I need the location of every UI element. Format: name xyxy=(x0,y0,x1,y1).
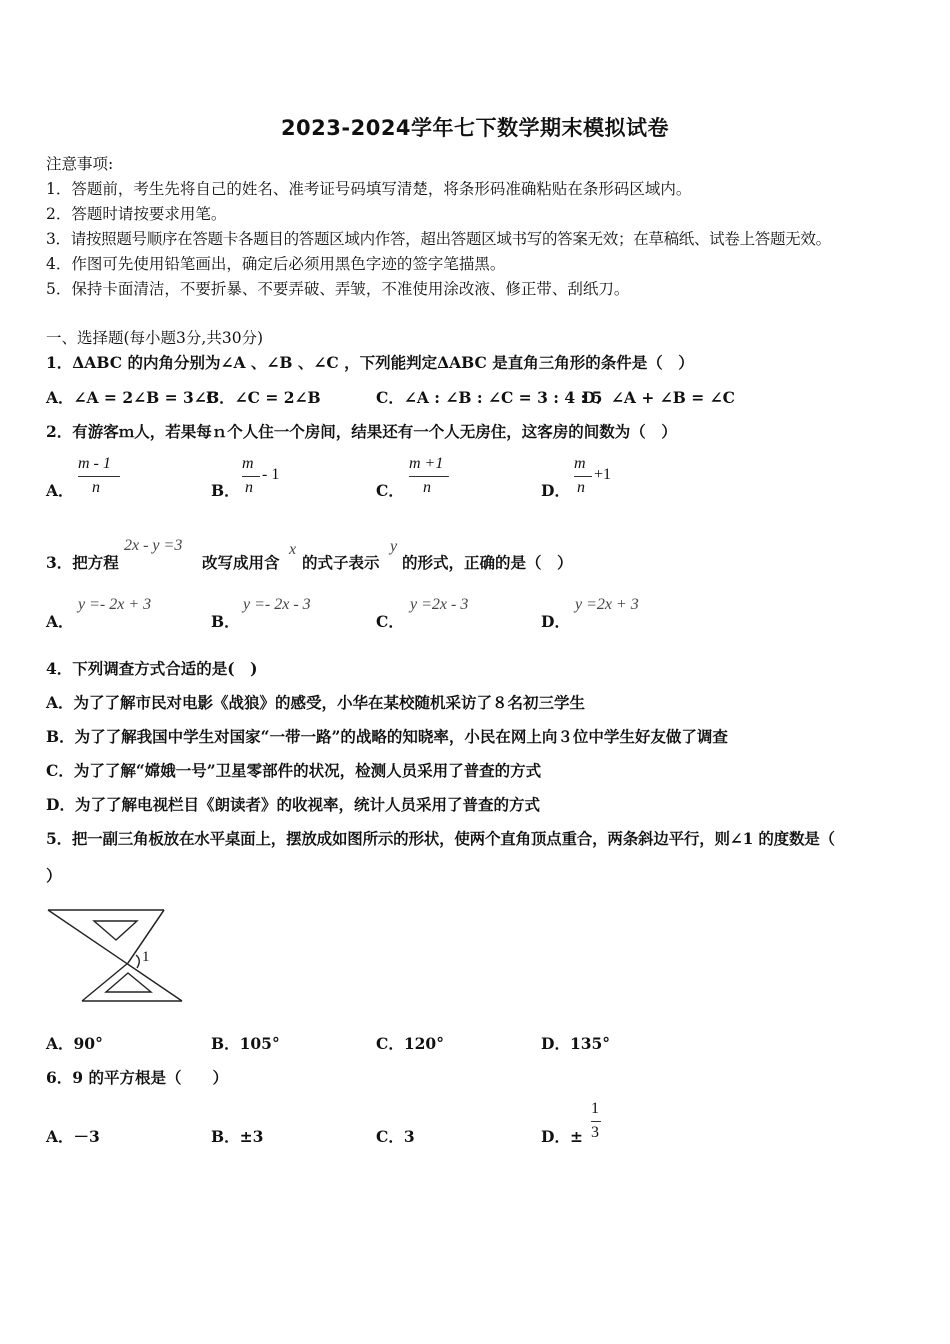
q1-option-d: D．∠A + ∠B = ∠C xyxy=(582,388,735,407)
q2-option-d-fraction xyxy=(574,455,594,499)
upper-hypotenuse-cross xyxy=(48,910,182,1001)
q6-option-b: B．±3 xyxy=(211,1127,264,1146)
angle-arc xyxy=(136,955,139,968)
notice-item-2: 2．答题时请按要求用笔。 xyxy=(46,205,227,223)
q4-option-b: B．为了了解我国中学生对国家“一带一路”的战略的知晓率，小民在网上向３位中学生好友做了调查 xyxy=(46,727,728,746)
q2-a-numerator: m - 1 xyxy=(78,455,111,472)
lower-triangle-side xyxy=(82,963,128,1001)
q5-stem-end: ） xyxy=(46,866,62,885)
q3-label-d: D． xyxy=(541,612,570,631)
q3-option-c: y =2x - 3 xyxy=(410,596,469,613)
q5-option-c: C．120° xyxy=(376,1034,444,1053)
q5-stem: 5．把一副三角板放在水平桌面上，摆放成如图所示的形状，使两个直角顶点重合，两条斜边平行，则∠1 的度数是（ xyxy=(46,829,835,848)
q3-suffix: 的形式，正确的是（ ） xyxy=(402,553,573,572)
q2-stem: 2．有游客ｍ人，若果每ｎ个人住一个房间，结果还有一个人无房住，这客房的间数为（ ） xyxy=(46,422,677,441)
q6-option-a: A．－3 xyxy=(46,1127,100,1146)
q3-mid1: 改写成用含 xyxy=(202,553,280,572)
q6-option-d-fraction xyxy=(591,1100,605,1146)
q2-option-c-fraction xyxy=(409,455,453,499)
q2-d-numerator: m xyxy=(574,455,586,472)
q3-equation: 2x - y =3 xyxy=(124,537,183,554)
q6-d-denominator: 3 xyxy=(591,1124,599,1141)
fraction-bar xyxy=(78,476,120,477)
q2-b-numerator: m xyxy=(242,455,254,472)
q3-label-b: B． xyxy=(211,612,240,631)
fraction-bar xyxy=(574,476,592,477)
q2-label-a: A． xyxy=(46,481,74,500)
notice-item-4: 4．作图可先使用铅笔画出，确定后必须用黑色字迹的签字笔描黑。 xyxy=(46,255,506,273)
q2-b-denominator: n xyxy=(245,479,253,496)
q5-option-b: B．105° xyxy=(211,1034,280,1053)
q1-option-a: A．∠A = 2∠B = 3∠C xyxy=(46,388,220,407)
q2-label-d: D． xyxy=(541,481,570,500)
page-title: 2023-2024学年七下数学期末模拟试卷 xyxy=(280,116,670,140)
q3-option-d: y =2x + 3 xyxy=(575,596,639,613)
q2-c-denominator: n xyxy=(423,479,431,496)
q3-mid2: 的式子表示 xyxy=(302,553,380,572)
q2-option-b-fraction xyxy=(242,455,262,499)
angle-1-label: 1 xyxy=(142,949,150,965)
q6-option-d-label: D．± xyxy=(541,1127,583,1146)
q1-option-c: C．∠A : ∠B : ∠C = 3 : 4 : 5 xyxy=(376,388,603,407)
notice-heading: 注意事项: xyxy=(46,155,114,173)
upper-inner-triangle xyxy=(94,921,137,940)
q4-option-d: D．为了了解电视栏目《朗读者》的收视率，统计人员采用了普查的方式 xyxy=(46,795,540,814)
q2-label-c: C． xyxy=(376,481,404,500)
q3-option-b: y =- 2x - 3 xyxy=(243,596,311,613)
fraction-bar xyxy=(591,1121,601,1122)
q3-prefix: 3．把方程 xyxy=(46,553,119,572)
q3-var-y: y xyxy=(390,538,398,555)
q2-d-tail: +1 xyxy=(594,466,612,483)
notice-item-1: 1．答题前，考生先将自己的姓名、准考证号码填写清楚，将条形码准确粘贴在条形码区域内。 xyxy=(46,180,692,198)
notice-item-5: 5．保持卡面清洁，不要折暴、不要弄破、弄皱，不准使用涂改液、修正带、刮纸刀。 xyxy=(46,280,630,298)
q5-option-d: D．135° xyxy=(541,1034,611,1053)
q5-option-a: A．90° xyxy=(46,1034,103,1053)
q2-d-denominator: n xyxy=(577,479,585,496)
q1-stem: 1．ΔABC 的内角分别为∠A 、∠B 、∠C ，下列能判定ΔABC 是直角三角形的条件是（ ） xyxy=(46,353,694,372)
q4-option-c: C．为了了解“嫦娥一号”卫星零部件的状况，检测人员采用了普查的方式 xyxy=(46,761,542,780)
q2-label-b: B． xyxy=(211,481,240,500)
q1-option-b: B．∠C = 2∠B xyxy=(206,388,321,407)
q3-var-x: x xyxy=(289,541,297,558)
q4-stem: 4．下列调查方式合适的是( ) xyxy=(46,659,258,678)
q2-a-denominator: n xyxy=(92,479,100,496)
q2-option-a-fraction xyxy=(78,455,122,499)
section-heading: 一、选择题(每小题3分,共30分) xyxy=(46,329,264,347)
fraction-bar xyxy=(242,476,260,477)
q6-d-numerator: 1 xyxy=(591,1100,599,1117)
q3-label-c: C． xyxy=(376,612,404,631)
q2-c-numerator: m +1 xyxy=(409,455,444,472)
q6-stem: 6．9 的平方根是（ ） xyxy=(46,1068,228,1087)
q6-option-c: C．3 xyxy=(376,1127,415,1146)
q3-option-a: y =- 2x + 3 xyxy=(78,596,152,613)
notice-item-3: 3．请按照题号顺序在答题卡各题目的答题区域内作答，超出答题区域书写的答案无效；在草稿纸、试卷上答题无效。 xyxy=(46,230,831,248)
fraction-bar xyxy=(409,476,449,477)
q4-option-a: A．为了了解市民对电影《战狼》的感受，小华在某校随机采访了８名初三学生 xyxy=(46,693,586,712)
q2-b-tail: - 1 xyxy=(262,466,280,483)
q5-triangle-figure xyxy=(44,900,194,1010)
q3-label-a: A． xyxy=(46,612,74,631)
